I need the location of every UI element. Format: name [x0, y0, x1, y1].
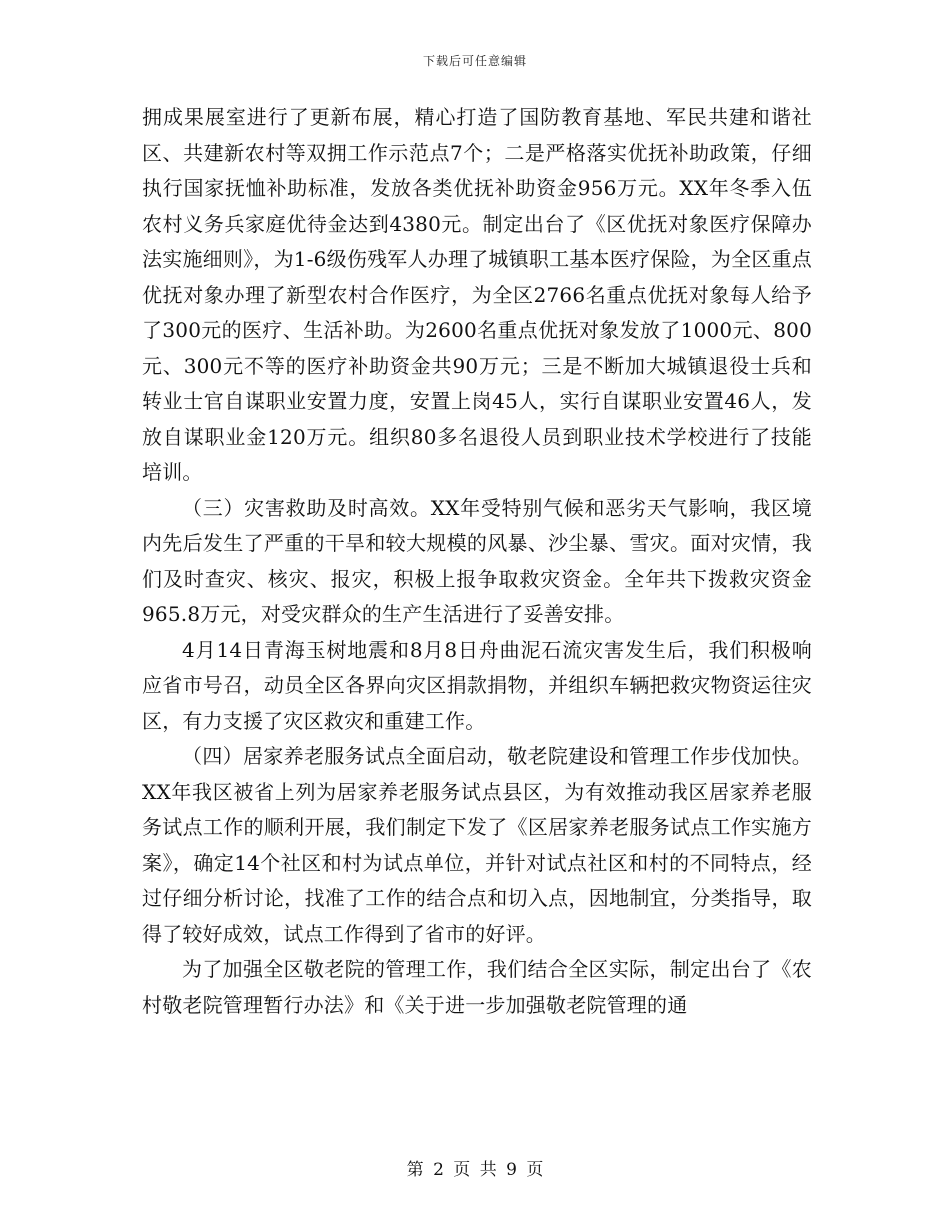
paragraph-5: 为了加强全区敬老院的管理工作，我们结合全区实际，制定出台了《农村敬老院管理暂行办法》和《关于进一步加强敬老院管理的通 [142, 957, 812, 1017]
paragraph-2: （三）灾害救助及时高效。XX年受特别气候和恶劣天气影响，我区境内先后发生了严重的干旱和较大规模的风暴、沙尘暴、雪灾。面对灾情，我们及时查灾、核灾、报灾，积极上报争取救灾资金。全年共下拨救灾资金965.8万元，对受灾群众的生产生活进行了妥善安排。 [142, 495, 812, 626]
paragraph-4: （四）居家养老服务试点全面启动，敬老院建设和管理工作步伐加快。XX年我区被省上列为居家养老服务试点县区，为有效推动我区居家养老服务试点工作的顺利开展，我们制定下发了《区居家养老服务试点工作实施方案》，确定14个社区和村为试点单位，并针对试点社区和村的不同特点，经过仔细分析讨论，找准了工作的结合点和切入点，因地制宜，分类指导，取得了较好成效，试点工作得到了省市的好评。 [142, 744, 812, 946]
paragraph-3: 4月14日青海玉树地震和8月8日舟曲泥石流灾害发生后，我们积极响应省市号召，动员全区各界向灾区捐款捐物，并组织车辆把救灾物资运往灾区，有力支援了灾区救灾和重建工作。 [142, 637, 812, 733]
page-number: 第 2 页 共 9 页 [406, 1160, 544, 1180]
document-body [142, 100, 812, 1023]
paragraph-1: 拥成果展室进行了更新布展，精心打造了国防教育基地、军民共建和谐社区、共建新农村等双拥工作示范点7个；二是严格落实优抚补助政策，仔细执行国家抚恤补助标准，发放各类优抚补助资金956万元。XX年冬季入伍农村义务兵家庭优待金达到4380元。制定出台了《区优抚对象医疗保障办法实施细则》，为1-6级伤残军人办理了城镇职工基本医疗保险，为全区重点优抚对象办理了新型农村合作医疗，为全区2766名重点优抚对象每人给予了300元的医疗、生活补助。为2600名重点优抚对象发放了1000元、800元、300元不等的医疗补助资金共90万元；三是不断加大城镇退役士兵和转业士官自谋职业安置力度，安置上岗45人，实行自谋职业安置46人，发放自谋职业金120万元。组织80多名退役人员到职业技术学校进行了技能培训。 [142, 105, 812, 484]
page-header: 下载后可任意编辑 [422, 54, 527, 68]
